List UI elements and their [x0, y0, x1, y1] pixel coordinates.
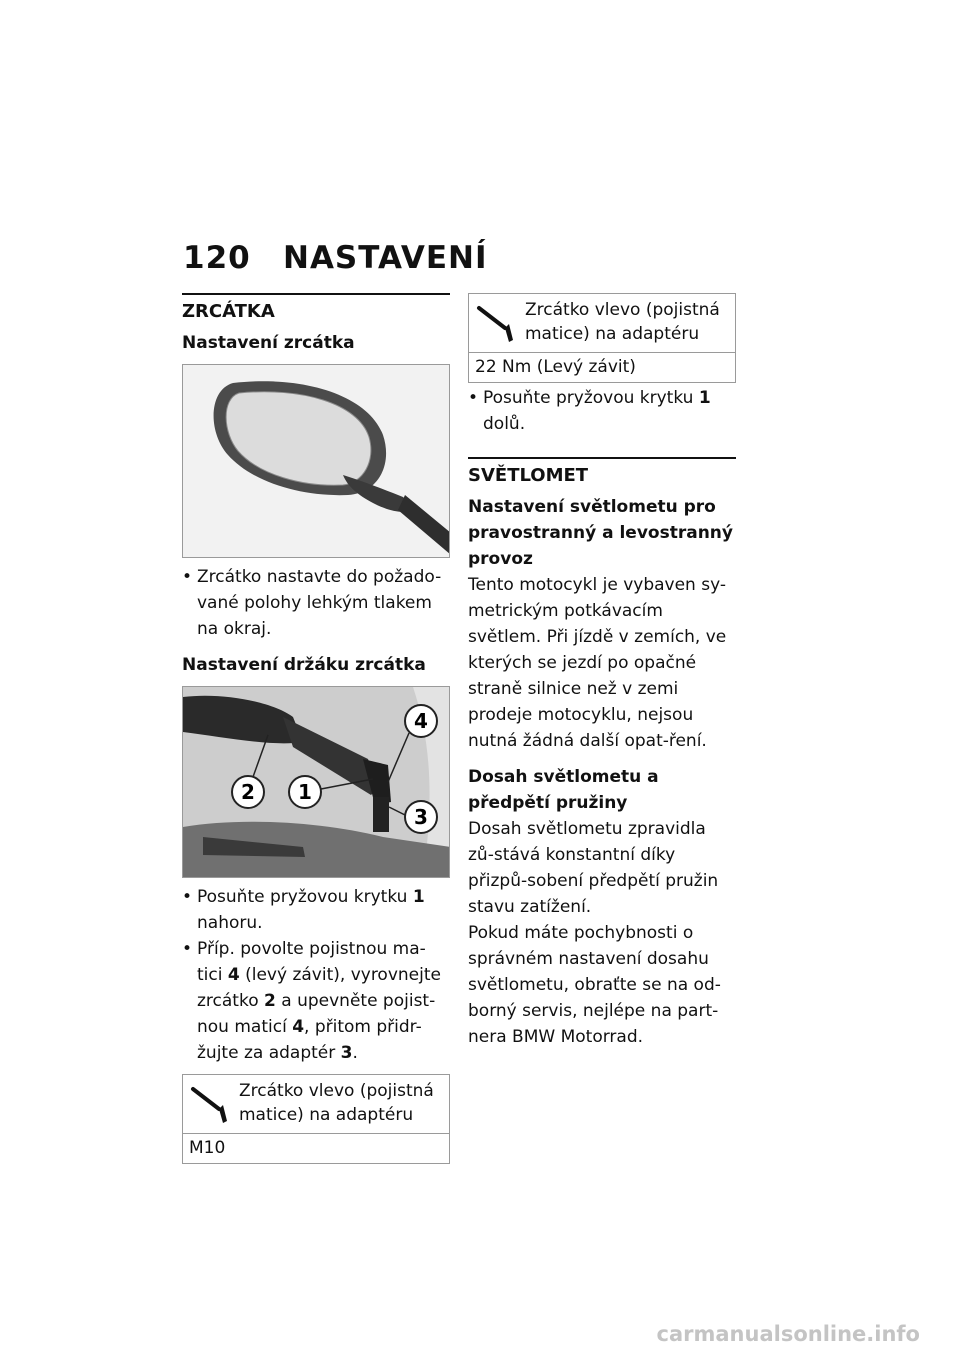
- chapter-title: NASTAVENÍ: [283, 240, 488, 276]
- subtitle-headlight-range: Dosah světlometu a předpětí pružiny: [468, 767, 659, 813]
- spec-value: M10: [189, 1138, 226, 1158]
- mirror-figure: [182, 364, 450, 558]
- section-rule: [182, 293, 450, 295]
- paragraph-headlight-range: Dosah světlometu zpravidla zů-stává konstantní díky přizpů-sobení předpětí pružin stavu zatížení.: [468, 819, 719, 917]
- section-title-mirrors: ZRCÁTKA: [182, 301, 275, 322]
- svg-text:4: 4: [414, 709, 428, 733]
- mirror-illustration: [183, 365, 450, 557]
- holder-adjust-steps: [182, 884, 450, 1066]
- cover-down-step: [468, 385, 736, 437]
- spec-label: Zrcátko vlevo (pojistná matice) na adaptéru: [239, 1081, 434, 1125]
- subtitle-headlight-traffic: Nastavení světlometu pro pravostranný a levostranný provoz: [468, 497, 733, 569]
- list-item: • Posuňte pryžovou krytku 1 dolů.: [468, 385, 736, 437]
- spec-label: Zrcátko vlevo (pojistná matice) na adaptéru: [525, 300, 720, 344]
- list-item: • Posuňte pryžovou krytku 1 nahoru.: [182, 884, 450, 936]
- subtitle-holder-adjust: Nastavení držáku zrcátka: [182, 655, 426, 675]
- svg-text:2: 2: [241, 780, 255, 804]
- right-column: [468, 293, 736, 1050]
- spec-value: 22 Nm (Levý závit): [475, 357, 636, 377]
- watermark: carmanualsonline.info: [656, 1322, 920, 1346]
- torque-wrench-icon: [475, 298, 519, 344]
- holder-figure: [182, 686, 450, 878]
- torque-spec-22nm: [468, 293, 736, 383]
- page-header: [183, 240, 488, 276]
- paragraph-headlight-traffic: Tento motocykl je vybaven sy-metrickým potkávacím světlem. Při jízdě v zemích, ve kterých se jezdí po opačné straně silnice než v zemi prodeje motocyklu, nejsou nutná žádná další opat-ření.: [468, 575, 727, 751]
- torque-spec-m10: [182, 1074, 450, 1164]
- page-number: 120: [183, 240, 251, 276]
- svg-text:1: 1: [298, 780, 312, 804]
- paragraph-service-advice: Pokud máte pochybnosti o správném nastavení dosahu světlometu, obraťte se na od-borný servis, nejlépe na part-nera BMW Motorrad.: [468, 923, 721, 1047]
- left-column: [182, 293, 450, 1164]
- mirror-adjust-steps: [182, 564, 450, 642]
- list-item: • Zrcátko nastavte do požado-vané polohy lehkým tlakem na okraj.: [182, 564, 450, 642]
- holder-illustration: [183, 687, 450, 877]
- section-title-headlight: SVĚTLOMET: [468, 465, 589, 486]
- list-item: • Příp. povolte pojistnou ma-tici 4 (levý závit), vyrovnejte zrcátko 2 a upevněte pojist-nou maticí 4, přitom přidr-žujte za adaptér 3.: [182, 936, 450, 1066]
- svg-text:3: 3: [414, 805, 428, 829]
- subtitle-mirror-adjust: Nastavení zrcátka: [182, 333, 355, 353]
- torque-wrench-icon: [189, 1079, 233, 1125]
- section-rule: [468, 457, 736, 459]
